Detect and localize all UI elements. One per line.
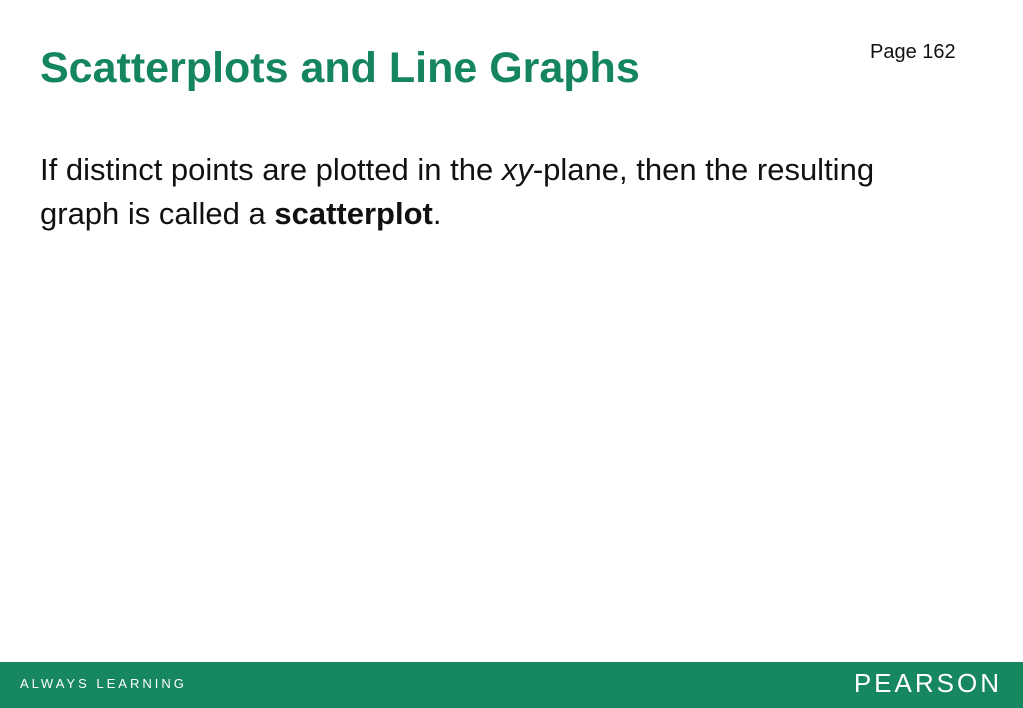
body-text-end: . [432, 196, 442, 231]
body-text-segment: -plane, then the resulting graph is called a [40, 152, 875, 231]
footer-bar [0, 662, 1023, 708]
page-number: Page 162 [870, 41, 956, 63]
italic-term: xy [501, 152, 533, 187]
slide-title: Scatterplots and Line Graphs [40, 44, 640, 92]
footer-tagline: ALWAYS LEARNING [20, 676, 187, 691]
body-text-segment: If distinct points are plotted in the [40, 152, 502, 187]
bold-term: scatterplot [274, 196, 433, 231]
pearson-logo: PEARSON [853, 668, 1002, 698]
body-paragraph [40, 148, 940, 236]
